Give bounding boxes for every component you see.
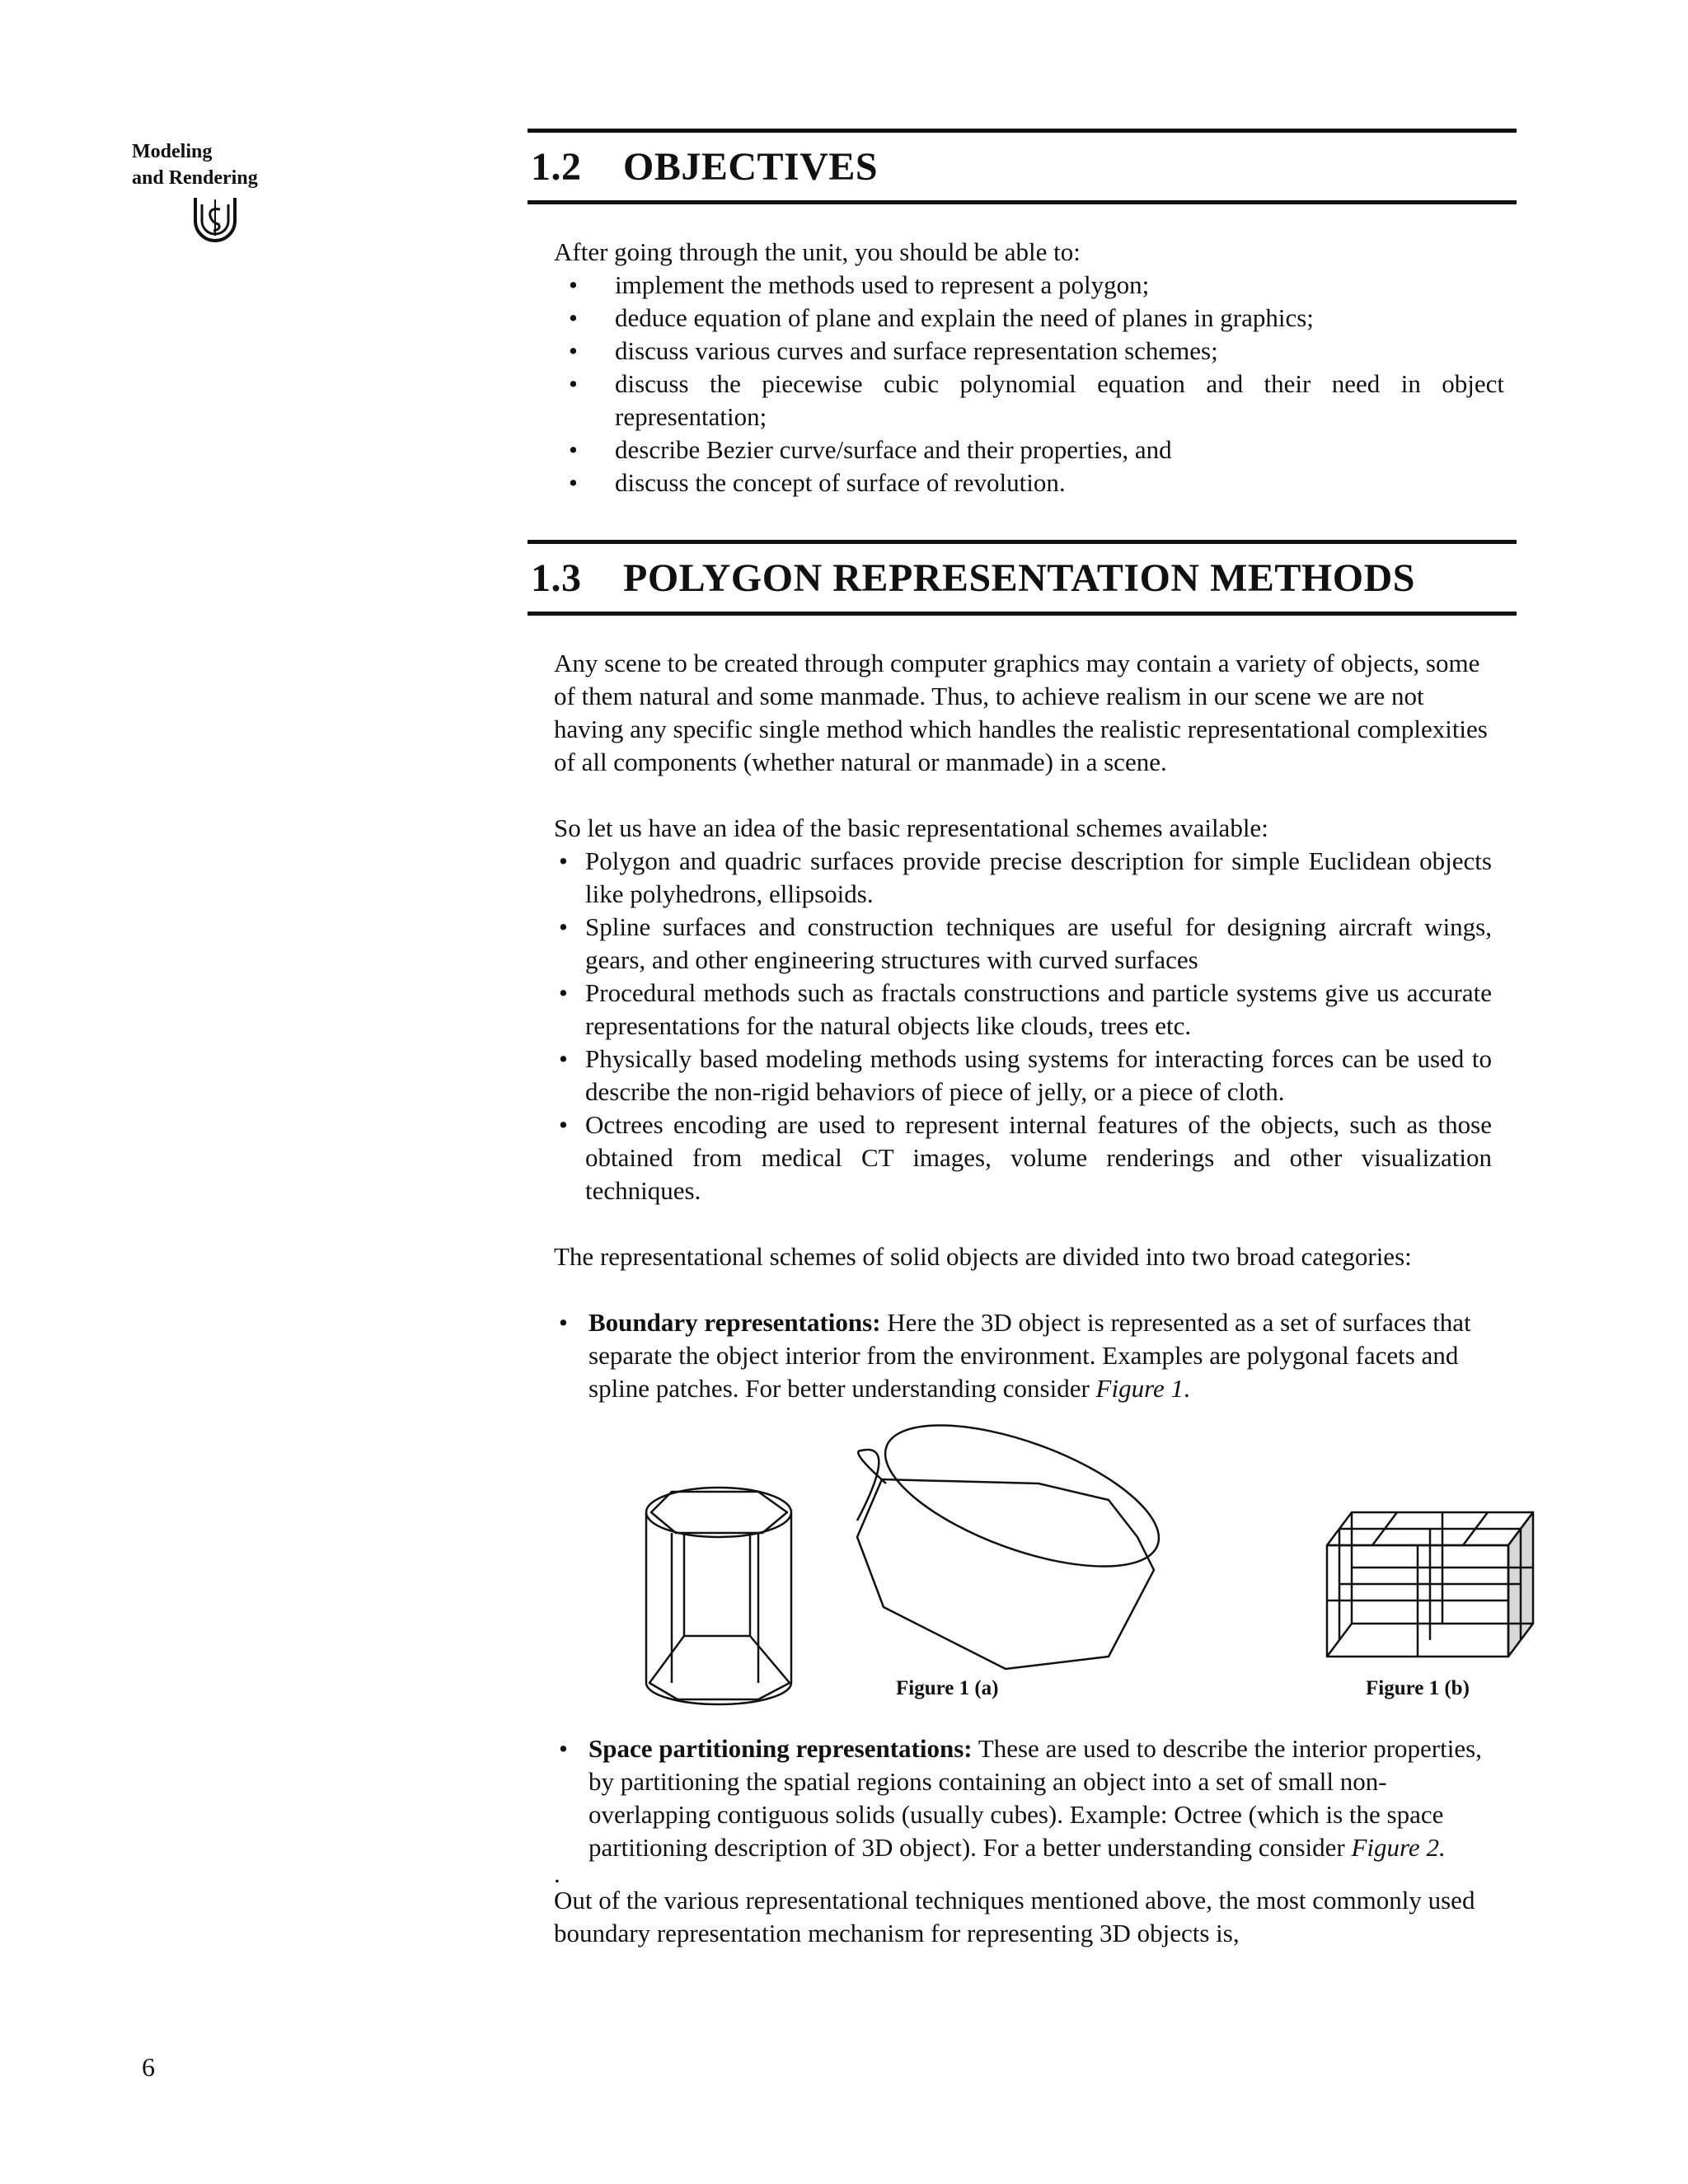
sidebar-label-line1: Modeling (132, 141, 213, 162)
closing-paragraph: Out of the various representational techniques mentioned above, the most commonly used boundary representation mechanism for representing 3D objects is, (554, 1886, 1475, 1947)
figure-reference: Figure 2. (1351, 1833, 1446, 1862)
list-item: • Polygon and quadric surfaces provide precise description for simple Euclidean objects like polyhedrons, ellipsoids. (554, 845, 1517, 911)
spline-patch-drawing (857, 1396, 1176, 1669)
boundary-text: Here the 3D object is represented as a set of surfaces that separate the object interior from the environment. Examples are polygonal facets and spline patches. For better understanding consider (588, 1308, 1471, 1403)
list-item: • discuss various curves and surface representation schemes; (554, 335, 1504, 368)
list-item: • describe Bezier curve/surface and their properties, and (554, 434, 1504, 466)
figure-1a-caption: Figure 1 (a) (896, 1677, 999, 1699)
schemes-intro: So let us have an idea of the basic representational schemes available: (554, 813, 1268, 842)
list-item: • deduce equation of plane and explain the need of planes in graphics; (554, 302, 1504, 335)
page-number: 6 (142, 2052, 155, 2082)
section-continuation (528, 1732, 1517, 1950)
section-title: POLYGON REPRESENTATION METHODS (623, 555, 1415, 600)
hexagonal-prism-drawing (646, 1488, 791, 1704)
section-number: 1.2 (531, 144, 582, 189)
figure-1b-caption: Figure 1 (b) (1366, 1677, 1470, 1699)
figure-reference: Figure 1 (1095, 1374, 1184, 1403)
list-item-space-partitioning (554, 1732, 1517, 1864)
sidebar-label-line2: and Rendering (132, 167, 258, 189)
list-item: • Physically based modeling methods using systems for interacting forces can be used to describe the non-rigid behaviors of piece of jelly, or a piece of cloth. (554, 1043, 1517, 1108)
list-item: • implement the methods used to represent a polygon; (554, 269, 1504, 302)
list-item: • Procedural methods such as fractals constructions and particle systems give us accurate representations for the natural objects like clouds, trees etc. (554, 977, 1517, 1043)
list-item: • discuss the concept of surface of revolution. (554, 466, 1504, 499)
section-title: OBJECTIVES (623, 144, 879, 189)
space-label: Space partitioning representations: (588, 1734, 973, 1763)
list-item: • Octrees encoding are used to represent internal features of the objects, such as those obtained from medical CT images, volume renderings and other visualization techniques. (554, 1108, 1517, 1207)
list-item: • discuss the piecewise cubic polynomial equation and their need in object representation; (554, 368, 1504, 434)
objectives-intro: After going through the unit, you should be able to: (554, 237, 1081, 266)
octree-cube-drawing (1327, 1512, 1533, 1657)
stray-dot: . (554, 1859, 560, 1888)
categories-list-continued (554, 1732, 1517, 1864)
boundary-label: Boundary representations: (588, 1308, 881, 1337)
intro-paragraph: Any scene to be created through computer graphics may contain a variety of objects, some of them natural and some manmade. Thus, to achieve realism in our scene we are not having any specific single method which handles the realistic representational complexities of all components (whether natural or manmade) in a scene. (554, 649, 1488, 776)
space-text: These are used to describe the interior properties, by partitioning the spatial regions containing an object into a set of small non-overlapping contiguous solids (usually cubes). Example: Octree (which is the space partitioning description of 3D object). For a better understanding consider (588, 1734, 1482, 1862)
list-item: • Spline surfaces and construction techniques are useful for designing aircraft wings, gears, and other engineering structures with curved surfaces (554, 911, 1517, 977)
categories-intro: The representational schemes of solid objects are divided into two broad categories: (554, 1242, 1412, 1271)
section-number: 1.3 (531, 555, 582, 600)
boundary-end: . (1184, 1374, 1190, 1403)
